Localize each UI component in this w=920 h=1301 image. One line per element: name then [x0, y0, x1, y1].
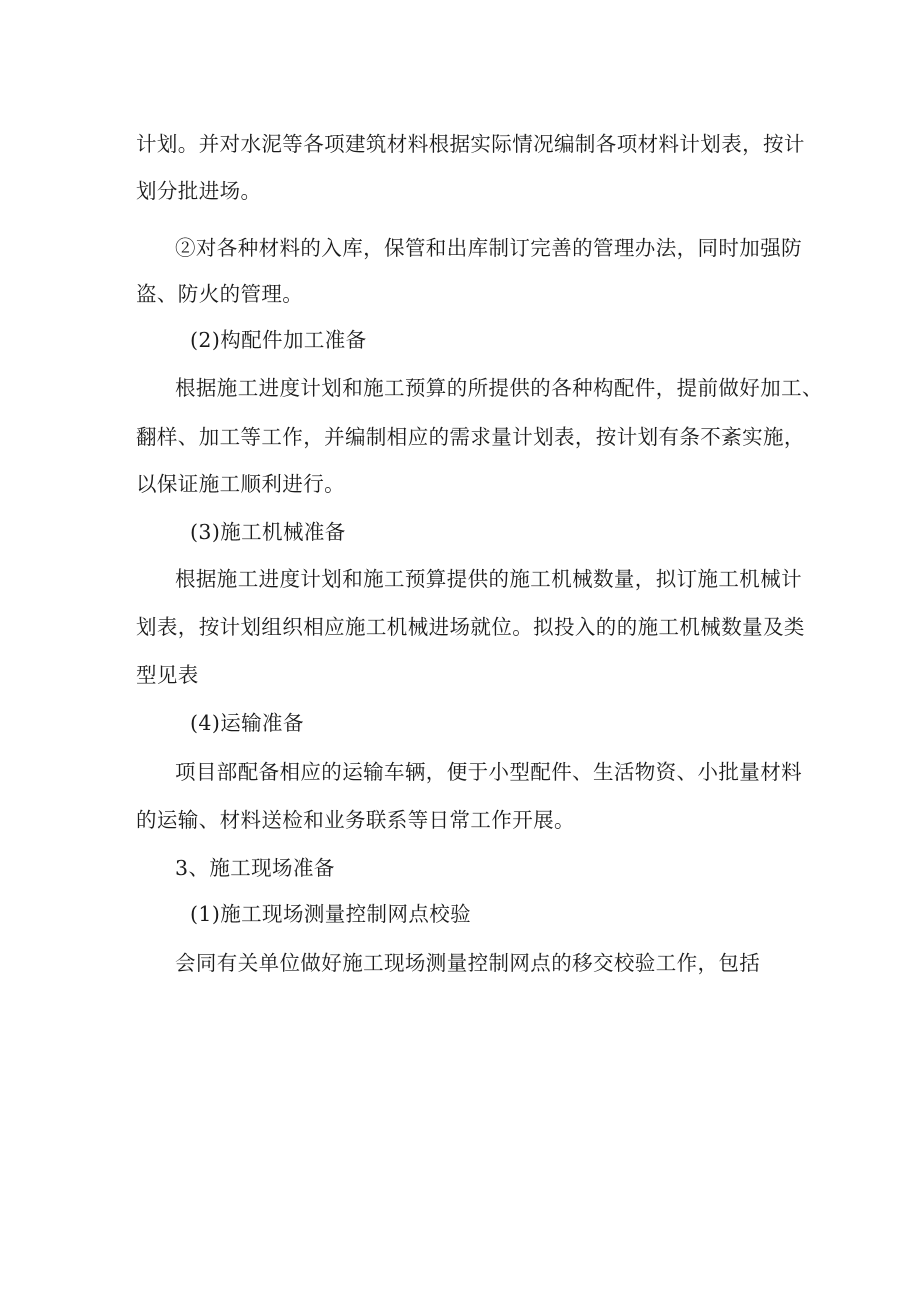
section-heading-transport: (4)运输准备 [190, 711, 304, 735]
body-text-line: 划表，按计划组织相应施工机械进场就位。拟投入的的施工机械数量及类 [136, 615, 805, 639]
body-text-line: 以保证施工顺利进行。 [136, 472, 345, 496]
body-text-line: 根据施工进度计划和施工预算提供的施工机械数量，拟订施工机械计 [175, 567, 802, 591]
body-text-line: 盗、防火的管理。 [136, 282, 304, 306]
body-text-line: 项目部配备相应的运输车辆，便于小型配件、生活物资、小批量材料 [175, 760, 802, 784]
body-text-line: 划分批进场。 [136, 179, 262, 203]
body-text-line: 翻样、加工等工作，并编制相应的需求量计划表，按计划有条不紊实施， [136, 425, 805, 449]
section-heading-survey-verification: (1)施工现场测量控制网点校验 [190, 902, 472, 926]
body-text-line: ②对各种材料的入库，保管和出库制订完善的管理办法，同时加强防 [175, 236, 802, 260]
body-text-line: 计划。并对水泥等各项建筑材料根据实际情况编制各项材料计划表，按计 [136, 132, 805, 156]
section-heading-machinery: (3)施工机械准备 [190, 520, 346, 544]
section-heading-site-preparation: 3、施工现场准备 [175, 856, 335, 880]
body-text-line: 根据施工进度计划和施工预算的所提供的各种构配件，提前做好加工、 [175, 376, 823, 400]
section-heading-components: (2)构配件加工准备 [190, 328, 367, 352]
body-text-line: 会同有关单位做好施工现场测量控制网点的移交校验工作，包括 [175, 951, 761, 975]
body-text-line: 型见表 [136, 663, 199, 687]
body-text-line: 的运输、材料送检和业务联系等日常工作开展。 [136, 808, 575, 832]
